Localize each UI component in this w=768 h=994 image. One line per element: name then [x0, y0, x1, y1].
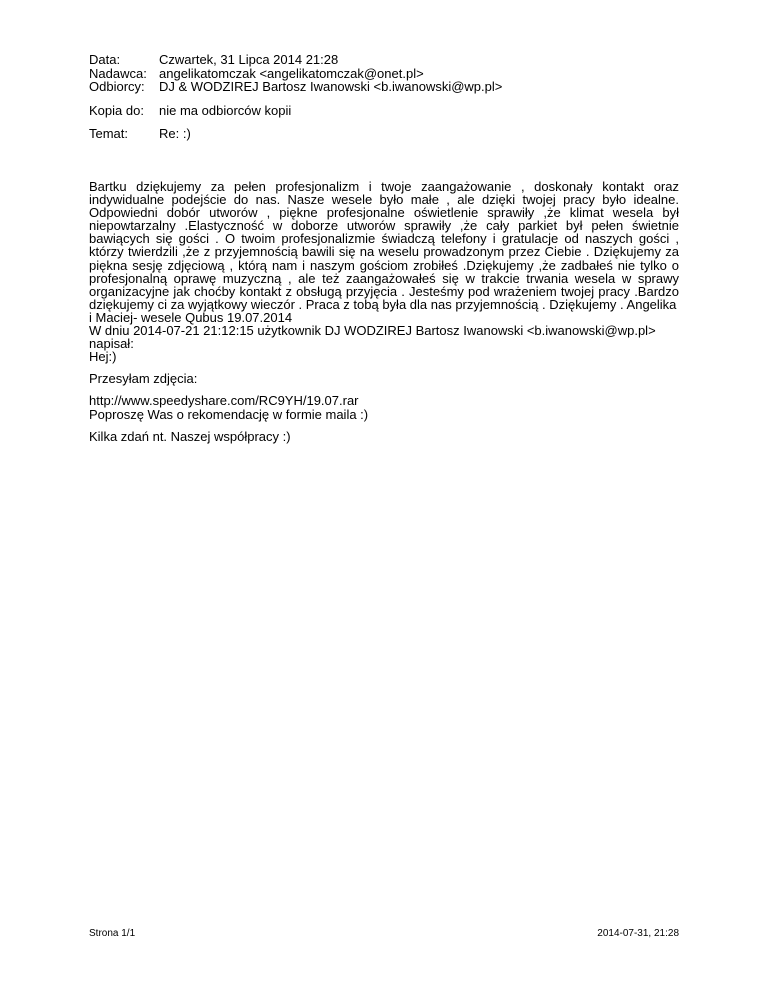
message-paragraph: Bartku dziękujemy za pełen profesjonalizm i twoje zaangażowanie , doskonały kontakt oraz indywidualne podejście do nas. Nasze wesele było małe , ale dzięki twojej pracy było idealne. Odpowiedni dobór utworów , piękne profesjonalne oświetlenie sprawiły ,że klimat wesela był niepowtarzalny .Elastyczność w doborze utworów sprawiły ,że cały parkiet był pełen świetnie bawiących się gości . O twoim profesjonalizmie świadczą telefony i gratulacje od naszych gości , którzy twierdzili ,że z przyjemnością bawili się na weselu prowadzonym przez Ciebie . Dziękujemy za piękna sesję zdjęciową , którą nam i naszym gościom zrobiłeś .Dziękujemy ,że zadbałeś nie tylko o profesjonalną oprawę muzyczną , ale też zaangażowałeś się w trakcie trwania wesela w sprawy organizacyjne jak choćby kontakt z obsługą przyjęcia . Jesteśmy pod wrażeniem twojej pracy .Bardzo dziękujemy ci za wyjątkowy wieczór . Praca z tobą była dla nas przyjemnością . Dziękujemy . Angelika — [89, 179, 679, 312]
signature-line: i Maciej- wesele Qubus 19.07.2014 — [89, 309, 293, 325]
email-body — [89, 180, 679, 443]
subject-value: Re: :) — [159, 126, 191, 141]
cc-value: nie ma odbiorców kopii — [159, 102, 292, 118]
quote-header-line: W dniu 2014-07-21 21:12:15 użytkownik DJ WODZIREJ Bartosz Iwanowski <b.iwanowski@wp.pl> — [89, 323, 656, 339]
closing-line: Kilka zdań nt. Naszej współpracy :) — [89, 428, 291, 444]
email-header — [89, 53, 502, 141]
date-value: Czwartek, 31 Lipca 2014 21:28 — [159, 52, 339, 67]
quote-greeting-line: Hej:) — [89, 349, 117, 365]
to-label: Odbiorcy: — [89, 79, 145, 94]
page-number: Strona 1/1 — [89, 928, 136, 939]
date-label: Data: — [89, 52, 121, 67]
quote-wrote-line: napisał: — [89, 336, 134, 352]
download-link: http://www.speedyshare.com/RC9YH/19.07.rar — [89, 393, 359, 409]
from-label: Nadawca: — [89, 65, 147, 81]
photos-line: Przesyłam zdjęcia: — [89, 371, 198, 387]
to-value: DJ & WODZIREJ Bartosz Iwanowski <b.iwanowski@wp.pl> — [159, 79, 503, 94]
from-value: angelikatomczak <angelikatomczak@onet.pl> — [159, 65, 424, 81]
cc-label: Kopia do: — [89, 102, 144, 118]
request-line: Poproszę Was o rekomendację w formie maila :) — [89, 406, 369, 422]
print-timestamp: 2014-07-31, 21:28 — [597, 928, 679, 939]
subject-label: Temat: — [89, 126, 129, 141]
